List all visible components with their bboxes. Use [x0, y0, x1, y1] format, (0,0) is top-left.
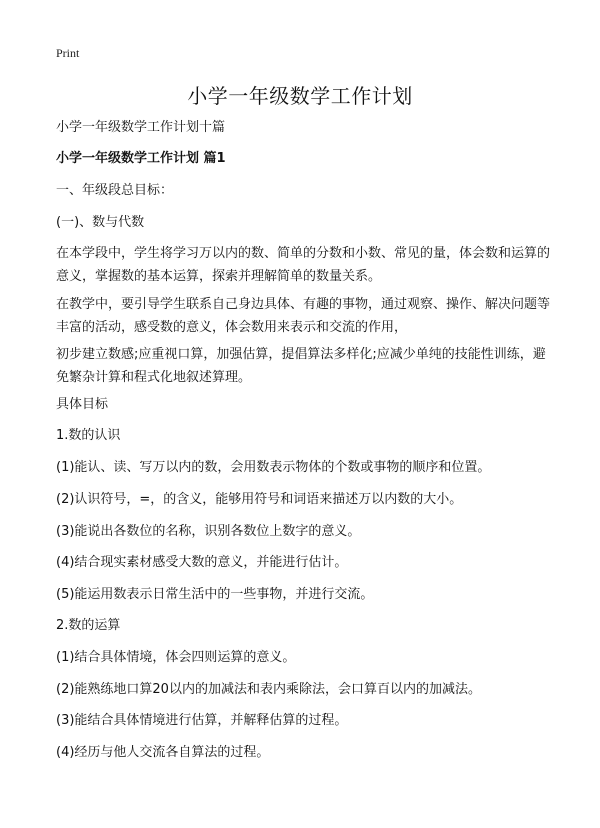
- list-item: (1)能认、读、写万以内的数，会用数表示物体的个数或事物的顺序和位置。: [56, 460, 491, 475]
- section-heading: 小学一年级数学工作计划 篇1: [56, 151, 226, 166]
- paragraph-number-operations: 2.数的运算: [56, 618, 121, 633]
- paragraph-number-recognition: 1.数的认识: [56, 428, 121, 443]
- list-item: (4)结合现实素材感受大数的意义，并能进行估计。: [56, 555, 348, 570]
- paragraph-stage-intro: 在本学段中，学生将学习万以内的数、简单的分数和小数、常见的量，体会数和运算的意义，掌握数的基本运算，探索并理解简单的数量关系。: [56, 246, 551, 284]
- list-item: (3)能说出各数位的名称，识别各数位上数字的意义。: [56, 524, 361, 539]
- list-item: (2)认识符号，=，的含义，能够用符号和词语来描述万以内数的大小。: [56, 492, 463, 507]
- list-item: (5)能运用数表示日常生活中的一些事物，并进行交流。: [56, 587, 374, 602]
- list-item: (2)能熟练地口算20以内的加减法和表内乘除法，会口算百以内的加减法。: [56, 682, 481, 697]
- paragraph-number-sense: 初步建立数感;应重视口算，加强估算，提倡算法多样化;应减少单纯的技能性训练，避免繁杂计算和程式化地叙述算理。: [56, 347, 546, 385]
- list-item: (3)能结合具体情境进行估算，并解释估算的过程。: [56, 713, 348, 728]
- paragraph-goal-heading: 一、年级段总目标：: [56, 183, 174, 198]
- document-subtitle: 小学一年级数学工作计划十篇: [56, 120, 226, 135]
- paragraph-specific-goals: 具体目标: [56, 397, 109, 412]
- print-label: Print: [56, 46, 80, 60]
- list-item: (1)结合具体情境，体会四则运算的意义。: [56, 650, 296, 665]
- paragraph-teaching-guidance: 在教学中，要引导学生联系自己身边具体、有趣的事物，通过观察、操作、解决问题等丰富的活动，感受数的意义，体会数用来表示和交流的作用，: [56, 297, 551, 335]
- document-title: 小学一年级数学工作计划: [187, 84, 413, 108]
- list-item: (4)经历与他人交流各自算法的过程。: [56, 745, 270, 760]
- paragraph-number-algebra: (一)、数与代数: [56, 215, 145, 230]
